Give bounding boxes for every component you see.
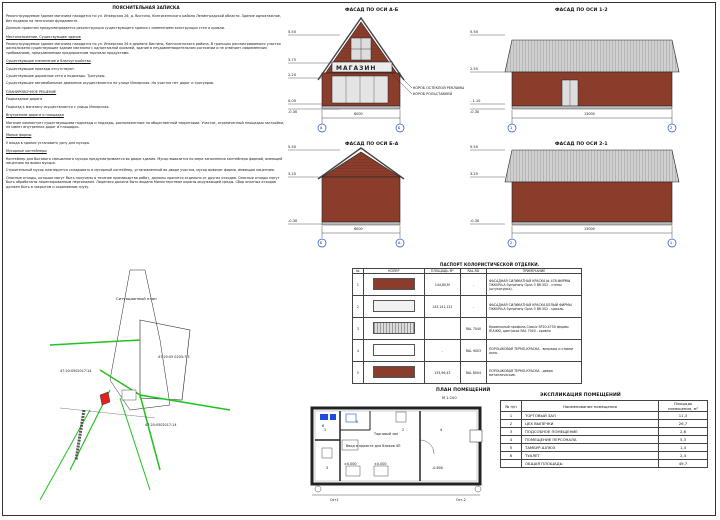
table-header-row (501, 401, 708, 412)
header-cell: ПРИМЕЧАНИЕ (487, 269, 582, 274)
table-row (501, 412, 708, 420)
dimension-label: 6000 (354, 227, 363, 231)
color-swatch (373, 278, 415, 290)
level-mark: 2.55 (470, 67, 479, 71)
total-label: ОБЩАЯ ПЛОЩАДЬ: (522, 460, 659, 468)
header-cell: ПЛОЩАДЬ М² (424, 269, 460, 274)
room-name: ТОРГОВЫЙ ЗАЛ (522, 412, 659, 420)
empty-cell (501, 460, 522, 468)
room-name: ПОДСОБНОЕ ПОМЕЩЕНИЕ (522, 428, 659, 436)
level-mark: ±0.000 (374, 462, 387, 466)
level-mark: -0.30 (470, 219, 480, 223)
room-number: 5 (356, 420, 359, 424)
table-row (501, 428, 708, 436)
header-cell: № п/п (501, 401, 522, 412)
facade-ba-title: ФАСАД ПО ОСИ Б-А (345, 142, 399, 147)
level-mark: 3.75 (288, 58, 297, 62)
table-row (501, 444, 708, 452)
leader-note: КОРОБ РОЛЬСТАВНЕЙ (413, 92, 453, 96)
explication-title: ЭКСПЛИКАЦИЯ ПОМЕЩЕНИЙ (540, 393, 621, 398)
room-area: 26,7 (659, 420, 708, 428)
ral-cell: - (460, 274, 486, 296)
row-number: 4 (353, 340, 364, 362)
notes-paragraph: Реконструируемое здание магазина находится по ул. Инкерская 26 в деревне Вистино, Кингисеппского района. В границах рассматриваемого участка расположено существующее здание магазина с одноэтажной кровлей, здание в неудовлетворительном состоянии и не отвечает современным требованиям, предъявляемым предприятиям торговли продуктами. (6, 42, 281, 55)
header-cell: КОЛЕР (363, 269, 424, 274)
room-area: 2,6 (659, 428, 708, 436)
row-number: 5 (501, 444, 522, 452)
notes-paragraph: Опасные отходы, которые могут быть получены в течение производства работ, должны хранится отдельно от других отходов. Опасные отходы могут быть обработаны лицензированным персоналом. Лицензия должна быть выдана Министерством охраны окружающей среды. Сбор опасных отходов должен быть в закрытом и охраняемом грузу. (6, 175, 280, 189)
color-swatch-cell (363, 362, 424, 384)
row-number: 1 (353, 274, 364, 296)
notes-paragraph: Существующее автомобильное движение осуществляется по улице Инкерская. На участке нет дорог и тротуаров. (6, 81, 215, 86)
table-row (353, 274, 582, 296)
notes-paragraph: Контейнер для бытового смешанного мусора предусматривается во дворе здания. Мусор вывозится по мере заполнения контейнера фирмой, имеющей лицензию на вывоз мусора. (6, 156, 283, 165)
ral-cell: RAL 9003 (460, 340, 486, 362)
room-area: 2,4 (659, 452, 708, 460)
facade-ba (288, 148, 404, 247)
level-mark: ±0.000 (344, 462, 357, 466)
notes-paragraph: Существующие дорожные сети и подъезды. Тротуары. (6, 74, 106, 79)
color-swatch (373, 344, 415, 356)
table-row (353, 296, 582, 318)
floor-plan-title: ПЛАН ПОМЕЩЕНИЙ (436, 388, 491, 393)
table-row (353, 318, 582, 340)
leader-note: КОРОБ ОСТЕКЛОЙ РЕКЛАМЫ (413, 86, 465, 90)
notes-paragraph: Строительный мусор планируется складывать в мусорный контейнер, установленный во дворе участка, мусор вывозит фирма, имеющая лицензию. (6, 168, 275, 173)
color-swatch-cell (363, 340, 424, 362)
row-number: 5 (353, 362, 364, 384)
row-number: 6 (501, 452, 522, 460)
axis-label: 1 (670, 241, 673, 245)
area-cell: 133,96,43 (424, 362, 460, 384)
dimension-label: 13000 (584, 227, 595, 231)
room-name: ЦЕХ ВЫПЕЧКИ (522, 420, 659, 428)
facade-12-title: ФАСАД ПО ОСИ 1-2 (555, 8, 608, 13)
table-row (501, 436, 708, 444)
notes-paragraph: Магазин компактует существующими подъезды и подходы, расположенные на общественной территории. Участок, ограниченный площадью застройки, не имеет внутренних дорог и площадок. (6, 120, 285, 129)
area-cell: - (424, 340, 460, 362)
row-number: 4 (501, 436, 522, 444)
passport-title: ПАСПОРТ КОЛОРИСТИЧЕСКОЙ ОТДЕЛКИ. (440, 262, 540, 267)
room-area: 5,3 (659, 436, 708, 444)
room-number: 6 (322, 424, 325, 428)
color-swatch-cell (363, 318, 424, 340)
notes-paragraph: Подъездные дороги (6, 97, 43, 102)
color-swatch-cell (363, 296, 424, 318)
axis-label: А (320, 126, 323, 130)
total-value: 49,7 (659, 460, 708, 468)
color-swatch (373, 322, 415, 334)
note-cell: ФАСАДНАЯ СИЛИКАТНАЯ КРАСКА БЕЛЫЙ ФИРМЫ TIKKURILA Symphony Opus 3 BR-502 - цоколь. (487, 296, 582, 318)
facade-ab-title: ФАСАД ПО ОСИ А-Б (345, 8, 399, 13)
site-plan-title: Ситуационный план (116, 296, 157, 301)
level-mark: 5.50 (288, 30, 297, 34)
level-mark: 3.25 (470, 172, 479, 176)
room-number: 2 (402, 428, 405, 432)
table-row (501, 452, 708, 460)
axis-label: 2 (510, 241, 513, 245)
cadastral-number: 47:20:0502017:14 (60, 369, 92, 373)
header-cell: RAL-RD (460, 269, 486, 274)
floor-plan-scale: М 1:100 (442, 396, 457, 400)
level-mark: -0.30 (470, 110, 480, 114)
floor-plan (312, 408, 482, 495)
axis-label: Ост1 (330, 498, 339, 502)
axis-label: Б (398, 126, 401, 130)
ral-cell: - (460, 296, 486, 318)
table-row (501, 420, 708, 428)
level-mark: 2.20 (288, 73, 297, 77)
header-cell: № (353, 269, 364, 274)
cadastral-number: 47:20:0502017:14 (145, 423, 177, 427)
notes-paragraph: Данным проектом предусматривается реконструкция существующего здания с изменением конструкции стен и кровли. (6, 26, 226, 31)
facade-21 (470, 150, 679, 247)
room-number: 4 (440, 428, 443, 432)
room-name: ТАМБУР-ШЛЮЗ (522, 444, 659, 452)
notes-subheading: Существующие озеленение и благоустройство (6, 59, 91, 64)
notes-subheading: Внутренние дороги и площадки (6, 113, 64, 118)
table-row (353, 340, 582, 362)
table-total-row (501, 460, 708, 468)
header-cell: Наименование помещения (522, 401, 659, 412)
color-passport-table (352, 268, 582, 384)
area-cell (424, 318, 460, 340)
notes-subheading: Мусорные контейнеры (6, 149, 47, 154)
level-mark: - 1.10 (470, 99, 481, 103)
room-name: ПОМЕЩЕНИЕ ПЕРСОНАЛА (522, 436, 659, 444)
room-area: 11,3 (659, 412, 708, 420)
row-number: 3 (501, 428, 522, 436)
color-swatch-cell (363, 274, 424, 296)
row-number: 3 (353, 318, 364, 340)
color-swatch (373, 366, 415, 378)
axis-label: 2 (670, 126, 673, 130)
axis-label: Ост.2 (456, 498, 466, 502)
notes-paragraph: Подъезд к магазину осуществляется с улицы Инкерская. (6, 104, 110, 109)
note-cell: ПОРОШКОВАЯ ТЕРМО-КРАСКА - двери металлические. (487, 362, 582, 384)
axis-label: А (398, 241, 401, 245)
level-mark: 5.50 (288, 145, 297, 149)
notes-subheading: Местоположение. Существующее здание (6, 34, 81, 39)
ral-cell: RAL 8004 (460, 362, 486, 384)
cadastral-number: 47:20:05 0203:7:3 (158, 355, 190, 359)
axis-label: 1 (510, 126, 513, 130)
notes-subheading: Малые формы (6, 133, 32, 138)
row-number: 1 (501, 412, 522, 420)
header-cell: Площадь помещения, м² (659, 401, 708, 412)
room-name: ТУАЛЕТ (522, 452, 659, 460)
level-mark: -0.30 (288, 219, 298, 223)
row-number: 2 (353, 296, 364, 318)
notes-title: ПОЯСНИТЕЛЬНАЯ ЗАПИСКА (112, 5, 180, 10)
axis-label: Б (320, 241, 323, 245)
room-number: 3 (326, 466, 329, 470)
notes-paragraph: Существующие проезды отсутствуют. (6, 66, 75, 71)
level-mark: -0.30 (288, 110, 298, 114)
level-mark: 0.00 (288, 99, 297, 103)
level-mark: 5.50 (470, 30, 479, 34)
site-plan (40, 270, 230, 500)
room-label: Торговый зал (374, 432, 399, 436)
row-number: 2 (501, 420, 522, 428)
table-row (353, 362, 582, 384)
color-swatch (373, 300, 415, 312)
explication-table (500, 400, 708, 468)
area-cell: 144,80,М (424, 274, 460, 296)
facade-21-title: ФАСАД ПО ОСИ 2-1 (555, 142, 608, 147)
room-number: 1 (324, 428, 327, 432)
area-cell: 143,141,131 (424, 296, 460, 318)
note-cell: Кровельный профиль Classic SP20-4750 фирмы RUUKKI, цвет/окос RAL 7040 - кровля (487, 318, 582, 340)
level-mark: 5.50 (470, 145, 479, 149)
plan-note: Ввод в проекте для блоков 4П (346, 444, 401, 448)
facade-ab (288, 18, 412, 132)
level-mark: 3.25 (288, 172, 297, 176)
shop-sign-text: МАГАЗИН (336, 65, 377, 72)
facade-12 (470, 35, 679, 132)
notes-paragraph: Реконструируемое здание магазина находится по ул. Инкерская 26, д. Вистино, Кингисеппского района Ленинградской области. Здание одноэтажное, без подвала на ленточном фундаменте. (6, 14, 281, 23)
level-mark: -0.600 (432, 466, 443, 470)
note-cell: ПОРОШКОВАЯ ТЕРМО-КРАСКА - витражи и ставни окна. (487, 340, 582, 362)
notes-paragraph: У входа в здание установить урну для мусора. (6, 140, 90, 145)
dimension-label: 6000 (354, 112, 363, 116)
room-area: 1,4 (659, 444, 708, 452)
note-cell: ФАСАДНАЯ СИЛИКАТНАЯ КРАСКА № 478 ФИРМЫ TIKKURILA Symphony Opus 3 BR-502 - стены (штукатурка). (487, 274, 582, 296)
notes-subheading: ПЛАНИРОВОЧНОЕ РЕШЕНИЕ (6, 89, 57, 94)
dimension-label: 13000 (584, 112, 595, 116)
ral-cell: RAL 7040 (460, 318, 486, 340)
